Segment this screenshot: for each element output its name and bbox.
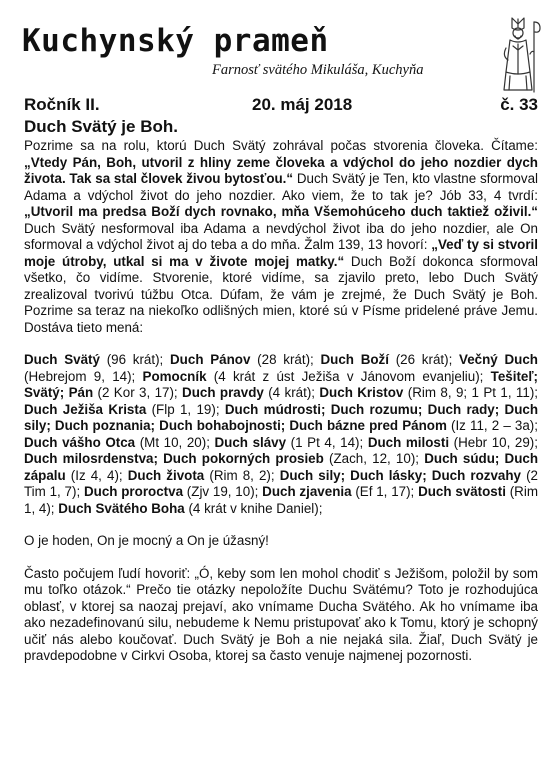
text-run: (4 krát);: [263, 385, 320, 400]
text-run: (2 Kor 3, 17);: [93, 385, 183, 400]
intro-paragraph: [24, 138, 538, 336]
text-run: (2 Tim 1, 7);: [24, 467, 538, 499]
text-run: (1 Pt 4, 14);: [286, 434, 368, 450]
text-run: Duch Boží dokonca sformoval všetko, čo vidíme. Stvorenie, ktoré vidíme, sa zjavilo preto, lebo Duch Svätý zrealizoval tvorivú túžbu Otca. Dúfam, že vám je zrejmé, že Duch Svätý je Boh. Pozrime sa teraz na niekoľko odlišných mien, ktoré sú v Písme pridelené práve Jemu. Dostáva tieto mená:: [24, 253, 538, 335]
bold-text-run: Duch slávy: [214, 434, 287, 450]
text-run: (Rim 8, 2);: [204, 467, 280, 483]
volume-label: Ročník II.: [24, 95, 100, 114]
praise-paragraph: O je hoden, On je mocný a On je úžasný!: [24, 533, 269, 548]
bold-text-run: Duch Pánov: [170, 352, 251, 367]
issue-info-row: [24, 95, 538, 117]
text-run: (Flp 1, 19);: [146, 401, 225, 417]
text-run: (Iz 4, 4);: [65, 467, 128, 483]
article: [24, 116, 538, 665]
text-run: (Iz 11, 2 – 3a);: [446, 418, 538, 433]
bold-text-run: Duch vášho Otca: [24, 434, 136, 450]
text-run: Duch Svätý nesformoval iba Adama a nevdýchol život iba do jeho nozdier, ale On sformoval a vdýchol život aj do teba a do mňa. Žalm 139, 13 hovorí:: [24, 220, 538, 252]
text-run: Duch Svätý je Ten, kto vlastne sformoval Adama a vdýchol život do jeho nozdier. Ako viem, že to tak je? Jób 33, 4 tvrdí:: [24, 171, 538, 203]
bold-text-run: Večný Duch: [459, 352, 538, 367]
issue-date: 20. máj 2018: [252, 95, 353, 114]
bold-text-run: Pomocník: [142, 368, 207, 384]
text-run: (Rim 8, 9; 1 Pt 1, 11);: [403, 385, 539, 400]
bold-text-run: Duch Svätého Boha: [58, 500, 185, 516]
bold-text-run: „Utvoril ma predsa Boží dych rovnako, mňa Všemohúceho duch taktiež oživil.“: [24, 204, 538, 219]
bold-text-run: Duch zjavenia: [262, 484, 352, 499]
text-run: (4 krát v knihe Daniel);: [184, 500, 323, 516]
bold-text-run: Duch života: [127, 467, 205, 483]
bold-text-run: Duch milosti: [367, 434, 450, 450]
bold-text-run: Duch súdu; Duch zápalu: [24, 451, 539, 483]
text-run: Pozrime sa na rolu, ktorú Duch Svätý zohrával počas stvorenia človeka. Čítame:: [24, 138, 538, 153]
text-run: (Hebrejom 9, 14);: [24, 368, 143, 384]
names-paragraph: [24, 352, 538, 517]
bold-text-run: Duch Ježiša Krista: [24, 401, 147, 417]
bold-text-run: Duch pravdy: [182, 385, 264, 400]
text-run: (Ef 1, 17);: [351, 484, 419, 499]
newsletter-title: Kuchynský prameň: [22, 23, 329, 59]
issue-number: č. 33: [500, 95, 538, 114]
text-run: (Rim 1, 4);: [24, 484, 538, 516]
text-run: (28 krát);: [250, 352, 321, 367]
bold-text-run: Duch proroctva: [83, 484, 184, 499]
text-run: (4 krát z úst Ježiša v Jánovom evanjeliu);: [206, 368, 491, 384]
text-run: (96 krát);: [99, 352, 171, 367]
text-run: (Zach, 12, 10);: [323, 451, 425, 466]
text-run: (Mt 10, 20);: [135, 434, 215, 450]
text-run: (26 krát);: [388, 352, 460, 367]
bold-text-run: Duch Svätý: [24, 352, 100, 367]
bold-text-run: „Vtedy Pán, Boh, utvoril z hliny zeme človeka a vdýchol do jeho nozdier dych života. Tak sa stal človek živou bytosťou.“: [24, 154, 538, 186]
saint-nicholas-logo: [496, 14, 542, 94]
bold-text-run: Duch Boží: [320, 352, 389, 367]
bold-text-run: Duch sily; Duch lásky; Duch rozvahy: [279, 467, 521, 483]
bold-text-run: Duch Kristov: [319, 385, 404, 400]
parish-subtitle: Farnosť svätého Mikuláša, Kuchyňa: [212, 62, 424, 78]
bold-text-run: „Veď ty si stvoril moje útroby, utkal si ma v živote mojej matky.“: [24, 237, 538, 269]
bold-text-run: Duch milosrdenstva; Duch pokorných prosieb: [24, 451, 324, 466]
text-run: (Hebr 10, 29);: [449, 434, 538, 450]
article-title: Duch Svätý je Boh.: [24, 117, 178, 136]
bold-text-run: Duch múdrosti; Duch rozumu; Duch rady; Duch sily; Duch poznania; Duch bohabojnosti; Duch bázne pred Pánom: [24, 401, 539, 433]
bold-text-run: Duch svätosti: [418, 484, 506, 499]
masthead: [22, 22, 492, 86]
closing-paragraph: Často počujem ľudí hovoriť: „Ó, keby som len mohol chodiť s Ježišom, položil by som mu toľko otázok.“ Prečo tie otázky nepoložíte Duchu Svätému? Toto je rozhodujúca oblasť, v ktorej sa naozaj prejaví, ako vnímame Ducha Svätého. Ak ho vnímame iba ako nezadefinovanú silu, nebudeme k Nemu pristupovať ako k Tomu, ktorý je schopný učiť nás alebo koučovať. Duch Svätý je Boh a nie nejaká sila. Žiaľ, Duch Svätý je pravdepodobne v Cirkvi Osoba, ktorej sa často venuje najmenej pozornosti.: [24, 565, 538, 663]
bold-text-run: Tešiteľ; Svätý; Pán: [24, 368, 538, 400]
text-run: (Zjv 19, 10);: [183, 484, 263, 499]
